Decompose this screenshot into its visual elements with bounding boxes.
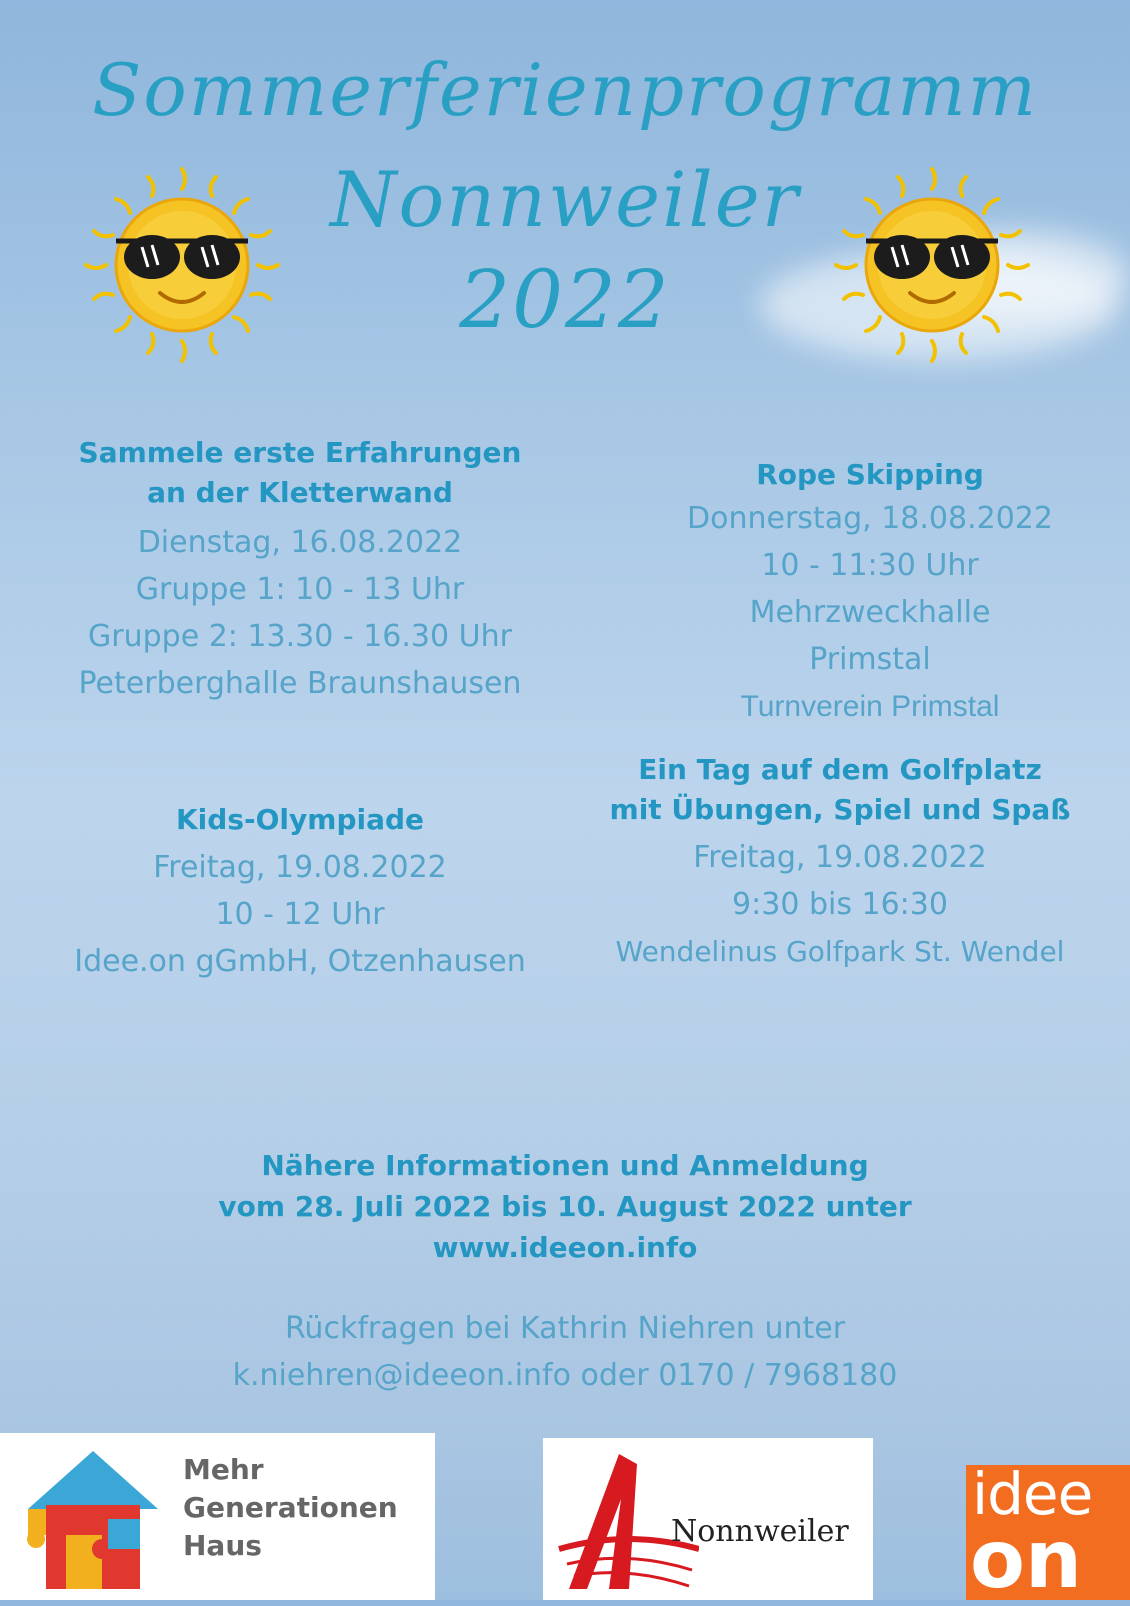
mgh-line-3: Haus xyxy=(183,1529,262,1562)
event-climbing-group-2: Gruppe 2: 13.30 - 16.30 Uhr xyxy=(88,619,512,654)
event-rope-time: 10 - 11:30 Uhr xyxy=(761,548,979,583)
sun-sunglasses-icon xyxy=(822,155,1042,375)
event-climbing-date: Dienstag, 16.08.2022 xyxy=(137,525,463,560)
event-kids-olympiade xyxy=(20,800,580,985)
event-golf-heading-2: mit Übungen, Spiel und Spaß xyxy=(609,793,1071,826)
event-climbing-group-1: Gruppe 1: 10 - 13 Uhr xyxy=(135,572,465,607)
sun-sunglasses-icon xyxy=(72,155,292,375)
ideeon-line-1: idee xyxy=(972,1460,1093,1528)
info-url-link[interactable]: www.ideeon.info xyxy=(432,1231,698,1264)
title-line-3: 2022 xyxy=(459,253,671,346)
event-golf-time: 9:30 bis 16:30 xyxy=(732,887,948,922)
info-line-1: Nähere Informationen und Anmeldung xyxy=(261,1149,869,1182)
event-rope-heading: Rope Skipping xyxy=(756,458,984,491)
event-rope-host: Turnverein Primstal xyxy=(740,690,1000,723)
puzzle-house-icon xyxy=(8,1439,178,1599)
contact-line-1: Rückfragen bei Kathrin Niehren unter xyxy=(284,1311,846,1346)
event-golf-date: Freitag, 19.08.2022 xyxy=(693,840,987,875)
event-climbing xyxy=(20,433,580,707)
event-golf-location: Wendelinus Golfpark St. Wendel xyxy=(615,935,1065,968)
contact-section xyxy=(0,1305,1130,1399)
logo-ideeon xyxy=(966,1460,1130,1606)
info-section xyxy=(0,1145,1130,1268)
mgh-line-1: Mehr xyxy=(183,1453,264,1486)
mgh-line-2: Generationen xyxy=(183,1491,398,1524)
title-line-1: Sommerferienprogramm xyxy=(92,48,1038,132)
event-rope-location-2: Primstal xyxy=(809,642,931,677)
info-line-2: vom 28. Juli 2022 bis 10. August 2022 unter xyxy=(218,1190,912,1223)
event-rope-location-1: Mehrzweckhalle xyxy=(749,595,991,630)
event-climbing-heading-2: an der Kletterwand xyxy=(147,476,453,509)
event-rope-date: Donnerstag, 18.08.2022 xyxy=(687,501,1053,536)
contact-line-2[interactable]: k.niehren@ideeon.info oder 0170 / 7968180 xyxy=(232,1358,898,1393)
event-climbing-location: Peterberghalle Braunshausen xyxy=(78,666,522,701)
event-kids-time: 10 - 12 Uhr xyxy=(215,897,385,932)
event-kids-date: Freitag, 19.08.2022 xyxy=(153,850,447,885)
event-kids-location: Idee.on gGmbH, Otzenhausen xyxy=(74,944,526,979)
event-climbing-heading-1: Sammele erste Erfahrungen xyxy=(78,436,522,469)
event-kids-heading: Kids-Olympiade xyxy=(175,803,425,836)
logo-mehr-generationen-haus xyxy=(0,1433,435,1600)
event-golf xyxy=(560,750,1120,975)
title-line-2: Nonnweiler xyxy=(329,155,801,244)
event-rope-skipping xyxy=(610,455,1130,730)
nonnweiler-text: Nonnweiler xyxy=(671,1514,849,1549)
event-golf-heading-1: Ein Tag auf dem Golfplatz xyxy=(638,753,1042,786)
logo-nonnweiler xyxy=(543,1438,873,1600)
ideeon-line-2: on xyxy=(970,1513,1082,1606)
